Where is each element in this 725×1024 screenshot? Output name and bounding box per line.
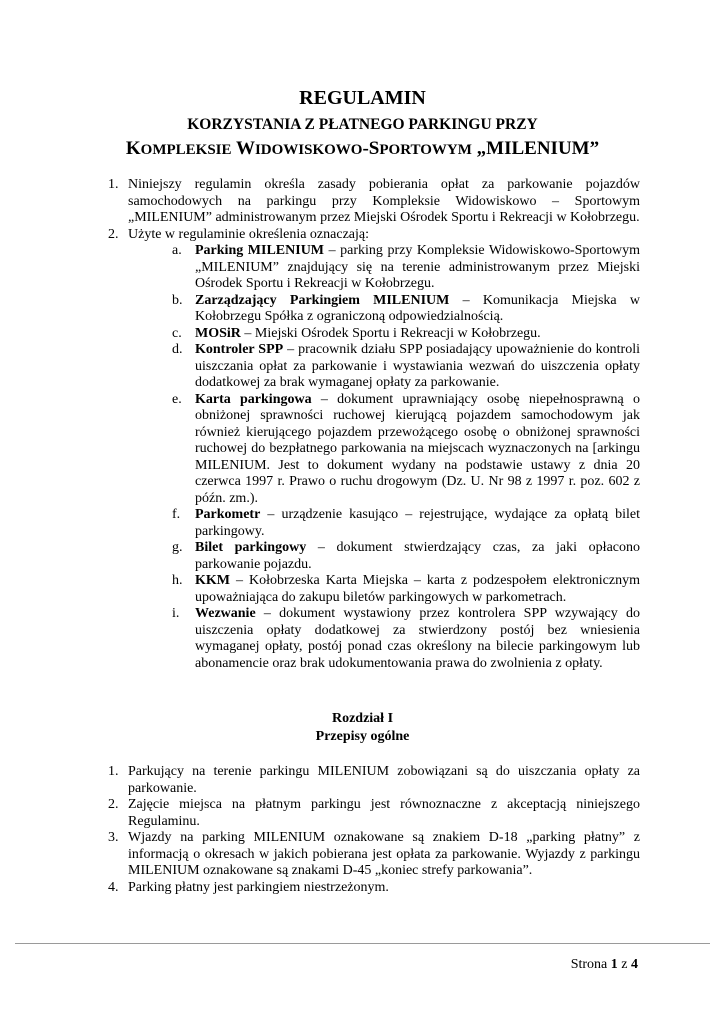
definition-term: Parkometr xyxy=(195,507,261,522)
definition-desc: – dokument wystawiony przez kontrolera SPP wzywający do uiszczenia opłaty dodatkowej za stwierdzony postój bez wniesienia wymaganej opłaty, postój ponad czas określony na bilecie parkingowym lub abonamencie oraz brak udokumentowania prawa do zwolnienia z opłaty. xyxy=(195,606,640,671)
definition-term: Zarządzający Parkingiem MILENIUM xyxy=(195,292,450,308)
definition-term: Wezwanie xyxy=(195,606,256,621)
definition-item xyxy=(128,540,640,573)
list-item xyxy=(108,830,640,880)
definition-term: Karta parkingowa xyxy=(195,391,312,407)
subtitle-word-2-initial: W xyxy=(235,138,255,159)
item-number: 1. xyxy=(108,764,119,779)
definition-letter: i. xyxy=(172,606,180,621)
subtitle-milenium: „MILENIUM” xyxy=(476,138,600,159)
page-label: Strona xyxy=(570,957,608,972)
subtitle-hyphen: - xyxy=(362,138,369,159)
definition-term: Kontroler SPP xyxy=(195,342,284,357)
definition-term: Parking MILENIUM xyxy=(195,243,325,258)
document-subtitle-line-3 xyxy=(0,138,725,160)
definition-letter: h. xyxy=(172,573,183,588)
definition-letter: f. xyxy=(172,507,181,522)
item-text: Wjazdy na parking MILENIUM oznakowane są znakiem D-18 „parking płatny” z informacją o okresach w jakich pobierana jest opłata za parkowanie. Wyjazdy z parkingu MILENIUM oznakowane są znakami D-45 „koniec strefy parkowania”. xyxy=(128,830,640,878)
definition-letter: a. xyxy=(172,243,182,258)
document-title: REGULAMIN xyxy=(299,87,426,109)
footer-divider xyxy=(15,943,710,944)
definition-desc: – Kołobrzeska Karta Miejska – karta z podzespołem elektronicznym upoważniająca do zakupu biletów parkingowych w parkometrach. xyxy=(195,573,640,605)
chapter-title: Rozdział I xyxy=(331,711,394,726)
item-number: 4. xyxy=(108,879,119,895)
subtitle-word-2-rest: IDOWISKOWO xyxy=(254,142,363,158)
subtitle-word-1-initial: K xyxy=(125,138,141,159)
definition-item xyxy=(128,326,640,343)
definition-desc: – dokument uprawniający osobę niepełnosprawną o obniżonej sprawności ruchowej kierującą pojazdem samochodowym jak również kierującego pojazdem przewożącego osobę o obniżonej sprawności ruchowej do bezpłatnego parkowania na miejscach wyznaczonych na [arkingu MILENIUM. Jest to dokument wydany na podstawie ustawy z dnia 20 czerwca 1997 r. Prawo o ruchu drogowym (Dz. U. Nr 98 z 1997 r. poz. 602 z późn. zm.). xyxy=(195,391,640,506)
definitions-list xyxy=(128,243,640,672)
item-text: Zajęcie miejsca na płatnym parkingu jest równoznaczne z akceptacją niniejszego Regulaminu. xyxy=(128,797,640,829)
current-page-number: 1 xyxy=(610,957,618,972)
definition-desc: – Miejski Ośrodek Sportu i Rekreacji w Kołobrzegu. xyxy=(240,325,541,341)
definition-item xyxy=(128,507,640,540)
definition-letter: e. xyxy=(172,391,182,407)
definition-letter: c. xyxy=(172,325,182,341)
definition-letter: g. xyxy=(172,540,183,555)
list-item xyxy=(108,880,640,897)
page-footer xyxy=(571,957,638,973)
list-item xyxy=(108,177,640,227)
total-pages-number: 4 xyxy=(631,957,638,972)
item-text: Niniejszy regulamin określa zasady pobierania opłat za parkowanie pojazdów samochodowych na parkingu przy Kompleksie Widowiskowo – Sportowym „MILENIUM” administrowanym przez Miejski Ośrodek Sportu i Rekreacji w Kołobrzegu. xyxy=(128,177,640,225)
subtitle-word-3-initial: S xyxy=(368,138,380,159)
item-text: Użyte w regulaminie określenia oznaczają: xyxy=(128,226,369,242)
item-number: 3. xyxy=(108,830,119,845)
definition-item xyxy=(128,392,640,508)
list-item xyxy=(108,227,640,673)
definition-term: MOSiR xyxy=(195,325,241,341)
definition-desc: – dokument stwierdzający czas, za jaki opłacono parkowanie pojazdu. xyxy=(195,540,640,572)
item-number: 1. xyxy=(108,177,119,192)
definition-desc: – Komunikacja Miejska w Kołobrzegu Spółka z ograniczoną odpowiedzialnością. xyxy=(195,292,640,324)
subtitle-word-3-rest: PORTOWYM xyxy=(379,142,472,158)
general-rules-list xyxy=(108,764,640,896)
page-of-label: z xyxy=(621,957,628,972)
definition-letter: b. xyxy=(172,292,183,308)
item-text: Parking płatny jest parkingiem niestrzeżonym. xyxy=(128,879,389,895)
definition-item xyxy=(128,243,640,293)
definition-item xyxy=(128,342,640,392)
item-number: 2. xyxy=(108,797,119,812)
definition-term: Bilet parkingowy xyxy=(195,540,307,555)
definition-desc: – pracownik działu SPP posiadający upoważnienie do kontroli uiszczania opłat za parkowanie i wystawiania wezwań do uiszczenia opłaty dodatkowej za brak wymaganej opłaty za parkowanie. xyxy=(195,342,640,390)
definition-item xyxy=(128,293,640,326)
list-item xyxy=(108,764,640,797)
document-subtitle: KORZYSTANIA Z PŁATNEGO PARKINGU PRZY xyxy=(187,116,538,133)
intro-list xyxy=(108,177,640,672)
item-number: 2. xyxy=(108,226,119,242)
subtitle-word-1-rest: OMPLEKSIE xyxy=(140,142,232,158)
definition-desc: – urządzenie kasująco – rejestrujące, wydające za opłatą bilet parkingowy. xyxy=(195,507,640,539)
list-item xyxy=(108,797,640,830)
definition-desc: – parking przy Kompleksie Widowiskowo-Sportowym „MILENIUM” znajdujący się na terenie administrowanym przez Miejski Ośrodek Sportu i Rekreacji w Kołobrzegu. xyxy=(195,243,640,291)
definition-item xyxy=(128,606,640,672)
chapter-subtitle: Przepisy ogólne xyxy=(315,729,410,744)
definition-letter: d. xyxy=(172,342,183,357)
definition-item xyxy=(128,573,640,606)
item-text: Parkujący na terenie parkingu MILENIUM zobowiązani są do uiszczania opłaty za parkowanie. xyxy=(128,764,640,796)
definition-term: KKM xyxy=(195,573,230,588)
